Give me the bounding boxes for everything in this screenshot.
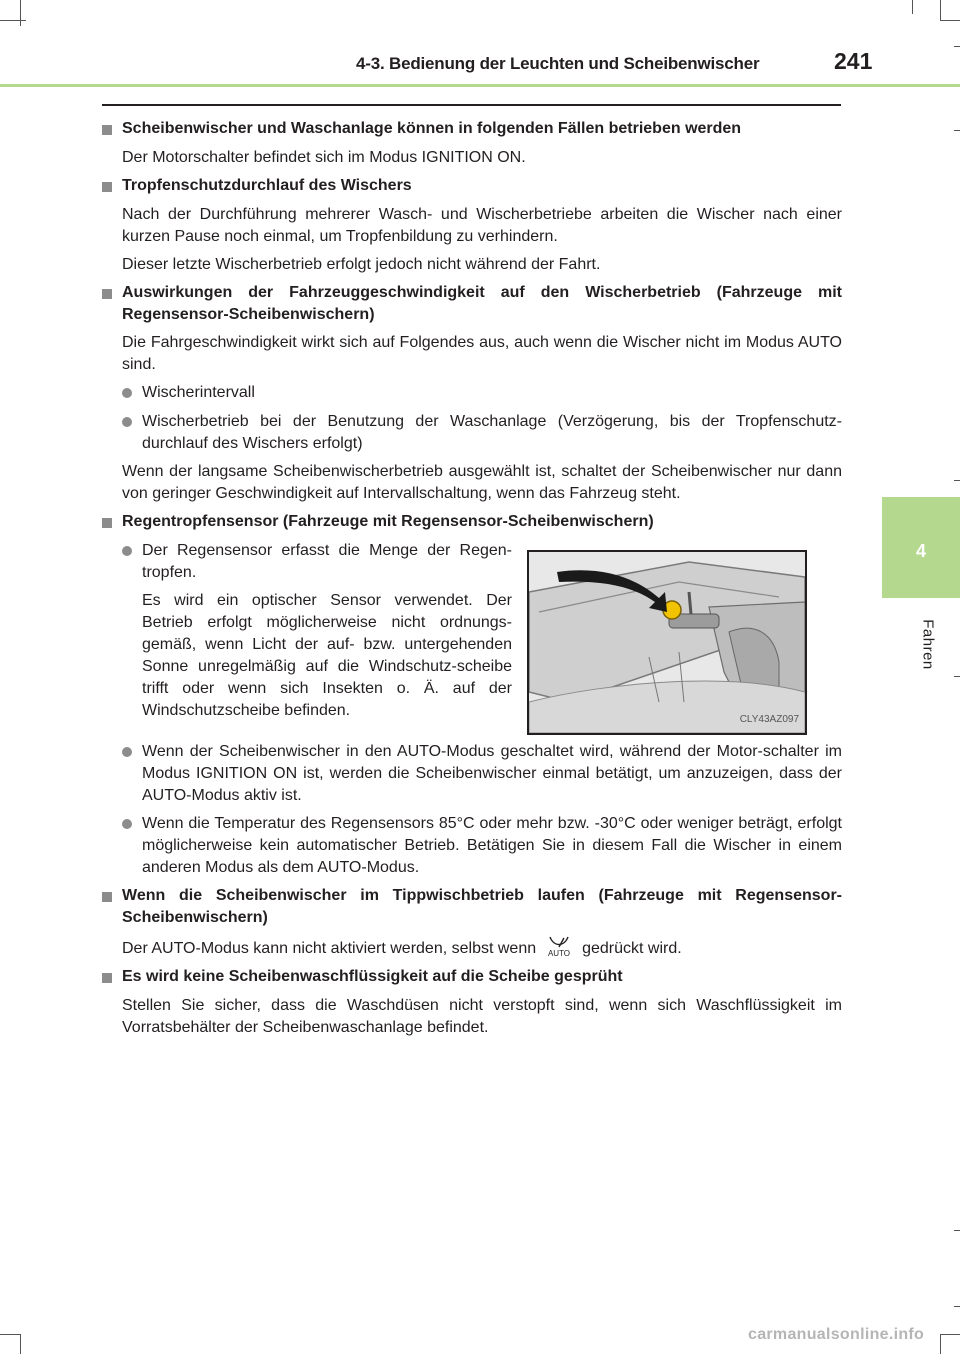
bullet-icon bbox=[122, 382, 142, 405]
section-heading-text: Regentropfensensor (Fahrzeuge mit Regensensor-Scheibenwischern) bbox=[122, 513, 654, 530]
section-mist-mode bbox=[102, 885, 842, 960]
paragraph: Dieser letzte Wischerbetrieb erfolgt jedoch nicht während der Fahrt. bbox=[122, 256, 601, 273]
list-item bbox=[122, 813, 842, 879]
section-heading bbox=[102, 282, 842, 326]
section-heading bbox=[102, 118, 842, 141]
crop-mark bbox=[954, 1306, 960, 1307]
crop-mark bbox=[940, 1334, 960, 1335]
list-item bbox=[122, 411, 842, 455]
list-item-text: Wenn der Scheibenwischer in den AUTO-Modus geschaltet wird, während der Motor-schalter im Modus IGNITION ON ist, werden die Scheibenwischer einmal betätigt, um anzuzeigen, dass der AUTO-Modus aktiv ist. bbox=[142, 743, 842, 804]
rain-sensor-block bbox=[122, 540, 842, 735]
page-number: 241 bbox=[834, 48, 873, 74]
square-marker-icon bbox=[102, 118, 122, 141]
paragraph: Es wird ein optischer Sensor verwendet. Der Betrieb erfolgt möglicherweise nicht ordnungs-gemäß, wenn Licht der auf- bzw. untergehenden Sonne unregelmäßig auf die Windschutz-scheibe trifft oder wenn sich Insekten o. Ä. auf der Windschutzscheibe befinden. bbox=[142, 592, 512, 719]
chapter-tab bbox=[882, 497, 960, 598]
section-heading-text: Scheibenwischer und Waschanlage können in folgenden Fällen betrieben werden bbox=[122, 120, 742, 137]
list-item-text: Der Regensensor erfasst die Menge der Regen-tropfen. bbox=[142, 542, 512, 581]
paragraph: Nach der Durchführung mehrerer Wasch- und Wischerbetriebe arbeiten die Wischer nach einer kurzen Pause noch einmal, um Tropfenbildung zu verhindern. bbox=[122, 206, 842, 245]
crop-mark bbox=[940, 20, 960, 21]
page-header-title: 4-3. Bedienung der Leuchten und Scheibenwischer bbox=[356, 54, 760, 73]
chapter-label-wrap bbox=[918, 612, 938, 682]
square-marker-icon bbox=[102, 511, 122, 534]
bullet-icon bbox=[122, 741, 142, 807]
paragraph: Der Motorschalter befindet sich im Modus IGNITION ON. bbox=[122, 149, 526, 166]
paragraph: Stellen Sie sicher, dass die Waschdüsen nicht verstopft sind, wenn sich Waschflüssigkeit im Vorratsbehälter der Scheibenwaschanlage befindet. bbox=[122, 997, 842, 1036]
crop-mark bbox=[954, 676, 960, 677]
list-item-text: Wenn die Temperatur des Regensensors 85°C oder mehr bzw. -30°C oder weniger beträgt, erfolgt möglicherweise kein automatischer Betrieb. Betätigen Sie in diesem Fall die Wischer in einem anderen Modus als dem AUTO-Modus. bbox=[142, 815, 842, 876]
list-item bbox=[122, 540, 512, 584]
section-wiper-operation bbox=[102, 118, 842, 169]
section-heading bbox=[102, 175, 842, 198]
section-heading bbox=[102, 885, 842, 929]
section-no-washer-fluid bbox=[102, 966, 842, 1039]
section-rain-sensor bbox=[102, 511, 842, 879]
crop-mark bbox=[0, 20, 26, 21]
paragraph: Die Fahrgeschwindigkeit wirkt sich auf Folgendes aus, auch wenn die Wischer nicht im Modus AUTO sind. bbox=[122, 334, 842, 373]
paragraph bbox=[122, 935, 842, 960]
auto-wiper-icon bbox=[542, 935, 576, 957]
section-heading-text: Tropfenschutzdurchlauf des Wischers bbox=[122, 177, 412, 194]
square-marker-icon bbox=[102, 966, 122, 989]
crop-mark bbox=[940, 1334, 941, 1354]
crop-mark bbox=[20, 1334, 21, 1354]
crop-mark bbox=[20, 0, 21, 26]
section-heading-text: Auswirkungen der Fahrzeuggeschwindigkeit auf den Wischerbetrieb (Fahrzeuge mit Regensensor-Scheibenwischern) bbox=[122, 284, 842, 323]
crop-mark bbox=[954, 46, 960, 47]
section-heading-text: Es wird keine Scheibenwaschflüssigkeit auf die Scheibe gesprüht bbox=[122, 968, 623, 985]
windshield-sensor-drawing bbox=[529, 552, 805, 733]
section-heading bbox=[102, 511, 842, 534]
section-drip-prevention bbox=[102, 175, 842, 276]
paragraph-text: gedrückt wird. bbox=[582, 940, 682, 957]
square-marker-icon bbox=[102, 885, 122, 929]
crop-mark bbox=[912, 0, 913, 14]
crop-mark bbox=[954, 130, 960, 131]
square-marker-icon bbox=[102, 175, 122, 198]
paragraph: Wenn der langsame Scheibenwischerbetrieb ausgewählt ist, schaltet der Scheibenwischer nur dann von geringer Geschwindigkeit auf Intervallschaltung, wenn das Fahrzeug steht. bbox=[122, 463, 842, 502]
bullet-icon bbox=[122, 540, 142, 584]
list-item bbox=[122, 382, 842, 405]
section-vehicle-speed bbox=[102, 282, 842, 505]
watermark: carmanualsonline.info bbox=[748, 1326, 925, 1343]
list-item-text: Wischerbetrieb bei der Benutzung der Waschanlage (Verzögerung, bis der Tropfenschutz-durchlauf des Wischers erfolgt) bbox=[142, 413, 842, 452]
paragraph-text: Der AUTO-Modus kann nicht aktiviert werden, selbst wenn bbox=[122, 940, 537, 957]
crop-mark bbox=[0, 1334, 20, 1335]
section-heading bbox=[102, 966, 842, 989]
section-heading-text: Wenn die Scheibenwischer im Tippwischbetrieb laufen (Fahrzeuge mit Regensensor-Scheibenwischern) bbox=[122, 887, 842, 926]
bullet-icon bbox=[122, 813, 142, 879]
auto-icon-label: AUTO bbox=[548, 949, 571, 957]
crop-mark bbox=[954, 480, 960, 481]
figure-code: CLY43AZ097 bbox=[739, 714, 799, 725]
square-marker-icon bbox=[102, 282, 122, 326]
rain-sensor-text bbox=[122, 540, 512, 735]
content-rule bbox=[102, 104, 841, 106]
page-content bbox=[102, 118, 842, 1045]
crop-mark bbox=[954, 1230, 960, 1231]
crop-mark bbox=[940, 0, 941, 20]
chapter-number: 4 bbox=[915, 541, 926, 561]
list-item-text: Wischerintervall bbox=[142, 384, 255, 401]
list-item bbox=[122, 741, 842, 807]
windshield-illustration bbox=[527, 550, 807, 735]
header-rule bbox=[0, 84, 960, 87]
bullet-icon bbox=[122, 411, 142, 455]
chapter-label: Fahren bbox=[919, 619, 937, 670]
